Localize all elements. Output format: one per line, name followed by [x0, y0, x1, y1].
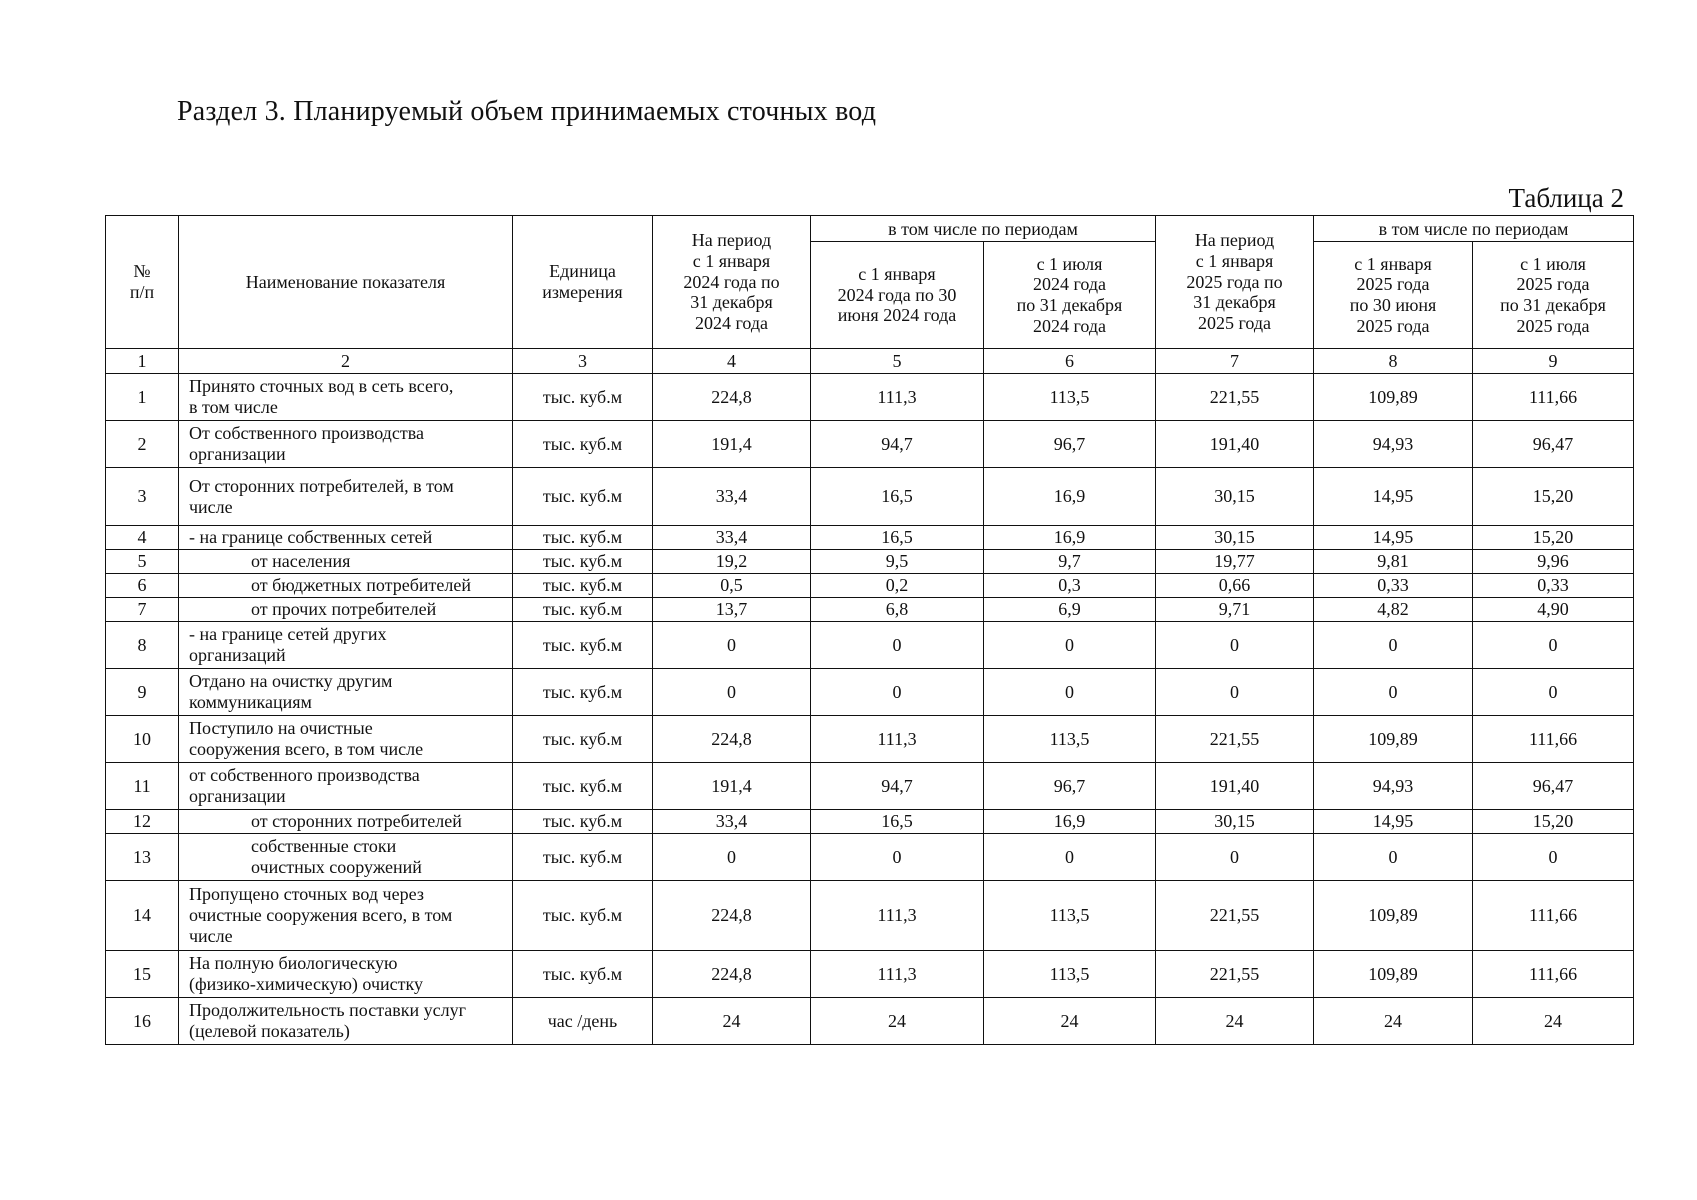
table-row: [106, 998, 1634, 1045]
value-cell: 0,33: [1314, 574, 1473, 598]
table-row: [106, 526, 1634, 550]
value-cell: 0: [653, 669, 811, 716]
header-h2-2025: с 1 июля 2025 года по 31 декабря 2025 года: [1473, 242, 1634, 349]
value-cell: 111,66: [1473, 951, 1634, 998]
row-number: 1: [106, 374, 179, 421]
indicator-name: От сторонних потребителей, в том числе: [179, 468, 513, 526]
value-cell: 15,20: [1473, 526, 1634, 550]
header-h1-2025: с 1 января 2025 года по 30 июня 2025 года: [1314, 242, 1473, 349]
row-number: 13: [106, 834, 179, 881]
unit-cell: тыс. куб.м: [513, 834, 653, 881]
value-cell: 0: [1473, 834, 1634, 881]
value-cell: 111,3: [811, 951, 984, 998]
value-cell: 224,8: [653, 716, 811, 763]
value-cell: 16,5: [811, 810, 984, 834]
value-cell: 111,66: [1473, 881, 1634, 951]
column-number: 2: [179, 349, 513, 374]
value-cell: 94,93: [1314, 421, 1473, 468]
table-row: [106, 574, 1634, 598]
value-cell: 33,4: [653, 468, 811, 526]
unit-cell: тыс. куб.м: [513, 810, 653, 834]
indicator-name: Принято сточных вод в сеть всего, в том числе: [179, 374, 513, 421]
column-number: 6: [984, 349, 1156, 374]
header-group-2024: в том числе по периодам: [811, 216, 1156, 242]
value-cell: 96,7: [984, 421, 1156, 468]
row-number: 7: [106, 598, 179, 622]
indicator-name: - на границе собственных сетей: [179, 526, 513, 550]
unit-cell: тыс. куб.м: [513, 374, 653, 421]
indicator-name: Продолжительность поставки услуг (целевой показатель): [179, 998, 513, 1045]
indicator-name: от собственного производства организации: [179, 763, 513, 810]
value-cell: 6,9: [984, 598, 1156, 622]
row-number: 3: [106, 468, 179, 526]
table-row: [106, 716, 1634, 763]
row-number: 10: [106, 716, 179, 763]
value-cell: 0: [1156, 834, 1314, 881]
value-cell: 113,5: [984, 881, 1156, 951]
value-cell: 191,4: [653, 421, 811, 468]
value-cell: 111,3: [811, 374, 984, 421]
value-cell: 9,5: [811, 550, 984, 574]
indicator-name: - на границе сетей других организаций: [179, 622, 513, 669]
value-cell: 24: [984, 998, 1156, 1045]
section-title: Раздел 3. Планируемый объем принимаемых сточных вод: [177, 96, 877, 127]
row-number: 6: [106, 574, 179, 598]
value-cell: 9,71: [1156, 598, 1314, 622]
unit-cell: тыс. куб.м: [513, 716, 653, 763]
row-number: 9: [106, 669, 179, 716]
value-cell: 33,4: [653, 526, 811, 550]
value-cell: 111,66: [1473, 716, 1634, 763]
value-cell: 94,93: [1314, 763, 1473, 810]
value-cell: 0,3: [984, 574, 1156, 598]
value-cell: 0: [1156, 622, 1314, 669]
unit-cell: тыс. куб.м: [513, 526, 653, 550]
value-cell: 113,5: [984, 951, 1156, 998]
row-number: 14: [106, 881, 179, 951]
indicator-name: от прочих потребителей: [179, 598, 513, 622]
row-number: 5: [106, 550, 179, 574]
header-period-2025: На период с 1 января 2025 года по 31 декабря 2025 года: [1156, 216, 1314, 349]
row-number: 2: [106, 421, 179, 468]
value-cell: 109,89: [1314, 951, 1473, 998]
header-group-2025: в том числе по периодам: [1314, 216, 1634, 242]
unit-cell: тыс. куб.м: [513, 421, 653, 468]
row-number: 11: [106, 763, 179, 810]
value-cell: 0: [1156, 669, 1314, 716]
column-number: 4: [653, 349, 811, 374]
unit-cell: тыс. куб.м: [513, 881, 653, 951]
value-cell: 24: [1314, 998, 1473, 1045]
table-row: [106, 951, 1634, 998]
unit-cell: тыс. куб.м: [513, 598, 653, 622]
indicator-name: от бюджетных потребителей: [179, 574, 513, 598]
column-number: 3: [513, 349, 653, 374]
value-cell: 24: [1156, 998, 1314, 1045]
indicator-name: от населения: [179, 550, 513, 574]
value-cell: 30,15: [1156, 526, 1314, 550]
value-cell: 0: [1314, 669, 1473, 716]
value-cell: 4,82: [1314, 598, 1473, 622]
table-row: [106, 763, 1634, 810]
value-cell: 96,7: [984, 763, 1156, 810]
indicator-name: Пропущено сточных вод через очистные сооружения всего, в том числе: [179, 881, 513, 951]
table-row: [106, 881, 1634, 951]
value-cell: 224,8: [653, 881, 811, 951]
value-cell: 0: [1314, 834, 1473, 881]
value-cell: 109,89: [1314, 881, 1473, 951]
value-cell: 0,2: [811, 574, 984, 598]
value-cell: 0: [984, 622, 1156, 669]
value-cell: 0: [653, 622, 811, 669]
indicator-name: Отдано на очистку другим коммуникациям: [179, 669, 513, 716]
table-row: [106, 834, 1634, 881]
value-cell: 24: [811, 998, 984, 1045]
value-cell: 14,95: [1314, 526, 1473, 550]
value-cell: 96,47: [1473, 763, 1634, 810]
table-row: [106, 468, 1634, 526]
unit-cell: тыс. куб.м: [513, 468, 653, 526]
row-number: 12: [106, 810, 179, 834]
value-cell: 6,8: [811, 598, 984, 622]
unit-cell: тыс. куб.м: [513, 574, 653, 598]
value-cell: 111,3: [811, 881, 984, 951]
column-number: 8: [1314, 349, 1473, 374]
value-cell: 16,9: [984, 526, 1156, 550]
indicator-name: Поступило на очистные сооружения всего, в том числе: [179, 716, 513, 763]
value-cell: 9,7: [984, 550, 1156, 574]
wastewater-volume-table: [105, 215, 1634, 1045]
value-cell: 221,55: [1156, 374, 1314, 421]
table-row: [106, 374, 1634, 421]
table-row: [106, 622, 1634, 669]
table-row: [106, 421, 1634, 468]
value-cell: 14,95: [1314, 468, 1473, 526]
column-number: 1: [106, 349, 179, 374]
unit-cell: тыс. куб.м: [513, 550, 653, 574]
value-cell: 191,40: [1156, 421, 1314, 468]
value-cell: 224,8: [653, 951, 811, 998]
unit-cell: тыс. куб.м: [513, 622, 653, 669]
unit-cell: тыс. куб.м: [513, 669, 653, 716]
value-cell: 9,81: [1314, 550, 1473, 574]
value-cell: 30,15: [1156, 468, 1314, 526]
header-period-2024: На период с 1 января 2024 года по 31 декабря 2024 года: [653, 216, 811, 349]
column-number: 7: [1156, 349, 1314, 374]
value-cell: 0: [811, 622, 984, 669]
value-cell: 0,33: [1473, 574, 1634, 598]
table-row: [106, 669, 1634, 716]
header-num: № п/п: [106, 216, 179, 349]
value-cell: 30,15: [1156, 810, 1314, 834]
value-cell: 16,5: [811, 468, 984, 526]
value-cell: 4,90: [1473, 598, 1634, 622]
value-cell: 16,9: [984, 810, 1156, 834]
value-cell: 15,20: [1473, 810, 1634, 834]
value-cell: 0: [811, 669, 984, 716]
indicator-name: от сторонних потребителей: [179, 810, 513, 834]
value-cell: 0: [1473, 669, 1634, 716]
header-h2-2024: с 1 июля 2024 года по 31 декабря 2024 года: [984, 242, 1156, 349]
value-cell: 0: [1314, 622, 1473, 669]
value-cell: 14,95: [1314, 810, 1473, 834]
value-cell: 221,55: [1156, 716, 1314, 763]
value-cell: 191,4: [653, 763, 811, 810]
value-cell: 109,89: [1314, 716, 1473, 763]
header-unit: Единица измерения: [513, 216, 653, 349]
value-cell: 111,66: [1473, 374, 1634, 421]
value-cell: 221,55: [1156, 951, 1314, 998]
value-cell: 33,4: [653, 810, 811, 834]
row-number: 16: [106, 998, 179, 1045]
table-row: [106, 810, 1634, 834]
value-cell: 19,2: [653, 550, 811, 574]
table-caption: Таблица 2: [1508, 183, 1624, 213]
indicator-name: На полную биологическую (физико-химическую) очистку: [179, 951, 513, 998]
value-cell: 191,40: [1156, 763, 1314, 810]
value-cell: 94,7: [811, 763, 984, 810]
value-cell: 113,5: [984, 374, 1156, 421]
table-row: [106, 550, 1634, 574]
value-cell: 221,55: [1156, 881, 1314, 951]
value-cell: 24: [1473, 998, 1634, 1045]
unit-cell: час /день: [513, 998, 653, 1045]
value-cell: 0: [984, 669, 1156, 716]
value-cell: 224,8: [653, 374, 811, 421]
row-number: 8: [106, 622, 179, 669]
unit-cell: тыс. куб.м: [513, 763, 653, 810]
value-cell: 113,5: [984, 716, 1156, 763]
value-cell: 96,47: [1473, 421, 1634, 468]
indicator-name: собственные стоки очистных сооружений: [179, 834, 513, 881]
value-cell: 0: [811, 834, 984, 881]
value-cell: 111,3: [811, 716, 984, 763]
row-number: 15: [106, 951, 179, 998]
row-number: 4: [106, 526, 179, 550]
value-cell: 16,9: [984, 468, 1156, 526]
value-cell: 109,89: [1314, 374, 1473, 421]
value-cell: 9,96: [1473, 550, 1634, 574]
table-row: [106, 598, 1634, 622]
value-cell: 0,66: [1156, 574, 1314, 598]
column-number: 5: [811, 349, 984, 374]
value-cell: 0: [653, 834, 811, 881]
column-numbers-row: [106, 349, 1634, 374]
value-cell: 0,5: [653, 574, 811, 598]
value-cell: 0: [1473, 622, 1634, 669]
indicator-name: От собственного производства организации: [179, 421, 513, 468]
column-number: 9: [1473, 349, 1634, 374]
value-cell: 15,20: [1473, 468, 1634, 526]
value-cell: 16,5: [811, 526, 984, 550]
value-cell: 94,7: [811, 421, 984, 468]
header-name: Наименование показателя: [179, 216, 513, 349]
value-cell: 19,77: [1156, 550, 1314, 574]
value-cell: 0: [984, 834, 1156, 881]
unit-cell: тыс. куб.м: [513, 951, 653, 998]
value-cell: 24: [653, 998, 811, 1045]
value-cell: 13,7: [653, 598, 811, 622]
header-h1-2024: с 1 января 2024 года по 30 июня 2024 года: [811, 242, 984, 349]
